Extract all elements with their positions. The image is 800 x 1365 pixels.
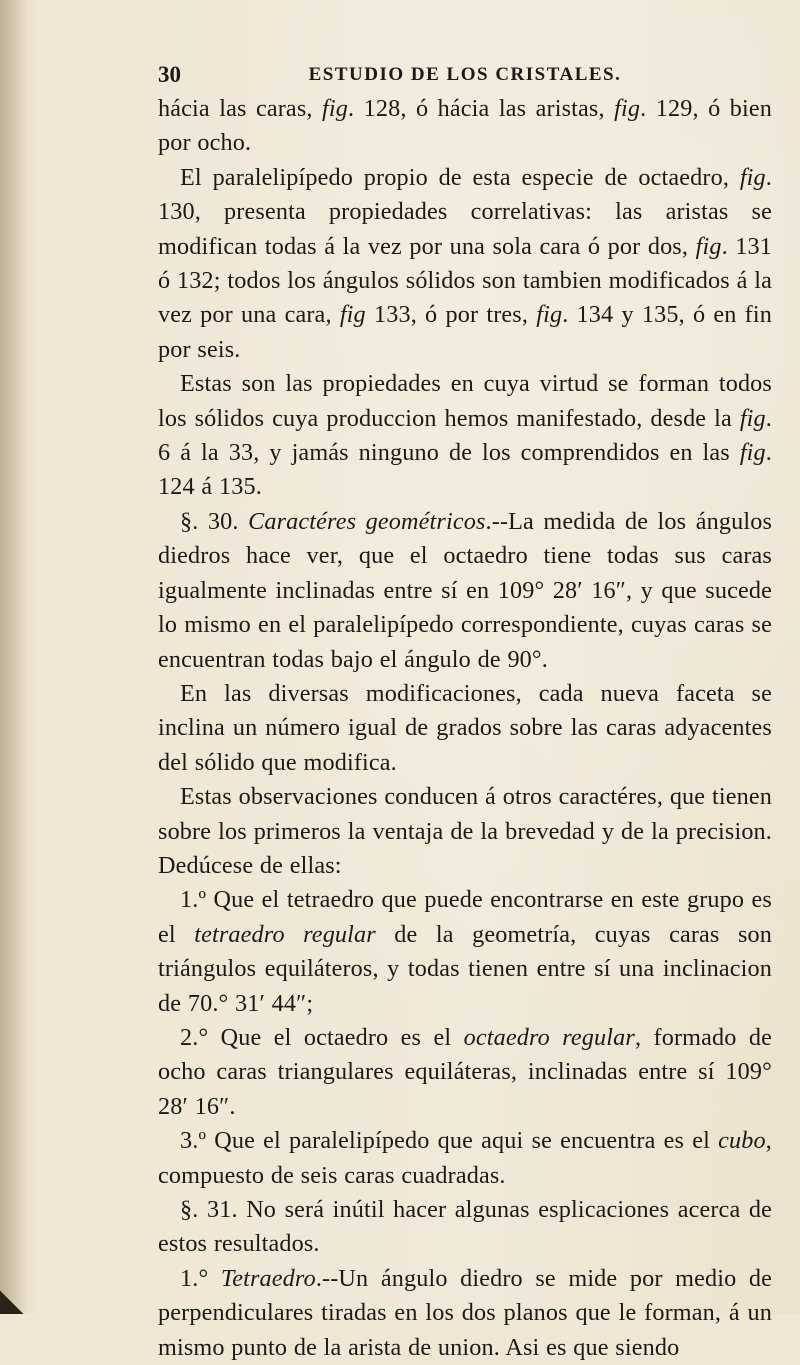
paragraph-p10 [158, 1193, 772, 1262]
italic-text: cubo [718, 1127, 766, 1155]
text-segment: Estas son las propiedades en cuya virtud se forman todos los sólidos cuya produccion hemos manifestado, desde la [158, 370, 772, 432]
text-segment: . 124 á 135. [158, 439, 772, 501]
italic-text: fig [614, 95, 641, 122]
paragraph-p4 [158, 505, 772, 677]
text-segment: . 6 á la 33, y jamás ninguno de los comprendidos en las [158, 404, 772, 467]
text-segment: .--Un ángulo diedro se mide por medio de perpendiculares tiradas en los dos planos que le forman, á un mismo punto de la arista de union. Asi es que siendo [158, 1264, 772, 1361]
text-segment: de la geometría, cuyas caras son triángulos equiláteros, y todas tienen entre sí una inclinacion de 70.° 31′ 44″; [158, 920, 772, 1017]
text-segment: Estas observaciones conducen á otros caractéres, que tienen sobre los primeros la ventaja de la brevedad y de la precision. Dedúcese de ellas: [158, 783, 772, 879]
text-segment: §. 31. No será inútil hacer algunas esplicaciones acerca de estos resultados. [158, 1196, 772, 1258]
italic-text: fig [339, 301, 366, 329]
text-segment: 2.° Que el octaedro es el [180, 1023, 464, 1051]
italic-text: fig [322, 95, 348, 122]
paragraph-p11 [158, 1262, 772, 1365]
text-segment: . 134 y 135, ó en fin por seis. [158, 301, 772, 363]
paragraph-p7 [158, 883, 772, 1021]
page-number: 30 [158, 62, 181, 87]
paragraph-p9 [158, 1124, 772, 1193]
text-segment: , compuesto de seis caras cuadradas. [158, 1127, 772, 1189]
italic-text: fig [536, 301, 563, 329]
text-segment: . 129, ó bien por ocho. [158, 95, 772, 157]
text-segment: 1.° [180, 1264, 221, 1292]
paragraph-p2 [158, 161, 772, 367]
italic-text: fig [739, 163, 766, 191]
text-segment: El paralelipípedo propio de esta especie de octaedro, [180, 163, 740, 191]
running-title: ESTUDIO DE LOS CRISTALES. [308, 64, 622, 85]
text-segment: En las diversas modificaciones, cada nueva faceta se inclina un número igual de grados sobre las caras adyacentes del sólido que modifica. [158, 679, 772, 776]
text-segment: . 128, ó hácia las aristas, [348, 95, 615, 122]
text-segment: §. 30. [180, 507, 249, 535]
text-segment: . 130, presenta propiedades correlativas: las aristas se modifican todas á la vez por una sola cara ó por dos, [158, 163, 772, 260]
text-segment: .--La medida de los ángulos diedros hace ver, que el octaedro tiene todas sus caras igualmente inclinadas entre sí en 109° 28′ 16″, y que sucede lo mismo en el paralelipípedo correspondiente, cuyas caras se encuentran todas bajo el ángulo de 90°. [158, 507, 773, 673]
paragraph-p3 [158, 367, 772, 505]
text-segment: hácia las caras, [158, 95, 323, 122]
paragraph-p6 [158, 780, 772, 883]
italic-text: Caractéres geométricos [248, 507, 486, 535]
page-corner-mark [0, 1288, 40, 1314]
italic-text: fig [739, 439, 766, 467]
text-segment: 3.º Que el paralelipípedo que aqui se encuentra es el [180, 1127, 719, 1155]
text-segment: , formado de ocho caras triangulares equiláteras, inclinadas entre sí 109° 28′ 16″. [158, 1023, 772, 1120]
italic-text: fig [739, 404, 766, 432]
italic-text: octaedro regular [463, 1023, 635, 1051]
paragraph-p1 [158, 92, 772, 161]
text-segment: 1.º Que el tetraedro que puede encontrarse en este grupo es el [158, 886, 772, 948]
italic-text: Tetraedro [220, 1264, 316, 1292]
body-text [158, 92, 772, 1365]
italic-text: fig [695, 232, 722, 260]
paragraph-p8 [158, 1021, 772, 1124]
paragraph-p5 [158, 677, 772, 780]
page-header [158, 62, 772, 96]
italic-text: tetraedro regular [194, 920, 376, 948]
binding-shadow [0, 0, 28, 1314]
text-segment: . 131 ó 132; todos los ángulos sólidos son tambien modificados á la vez por una cara, [158, 232, 772, 329]
text-segment: 133, ó por tres, [365, 301, 537, 329]
